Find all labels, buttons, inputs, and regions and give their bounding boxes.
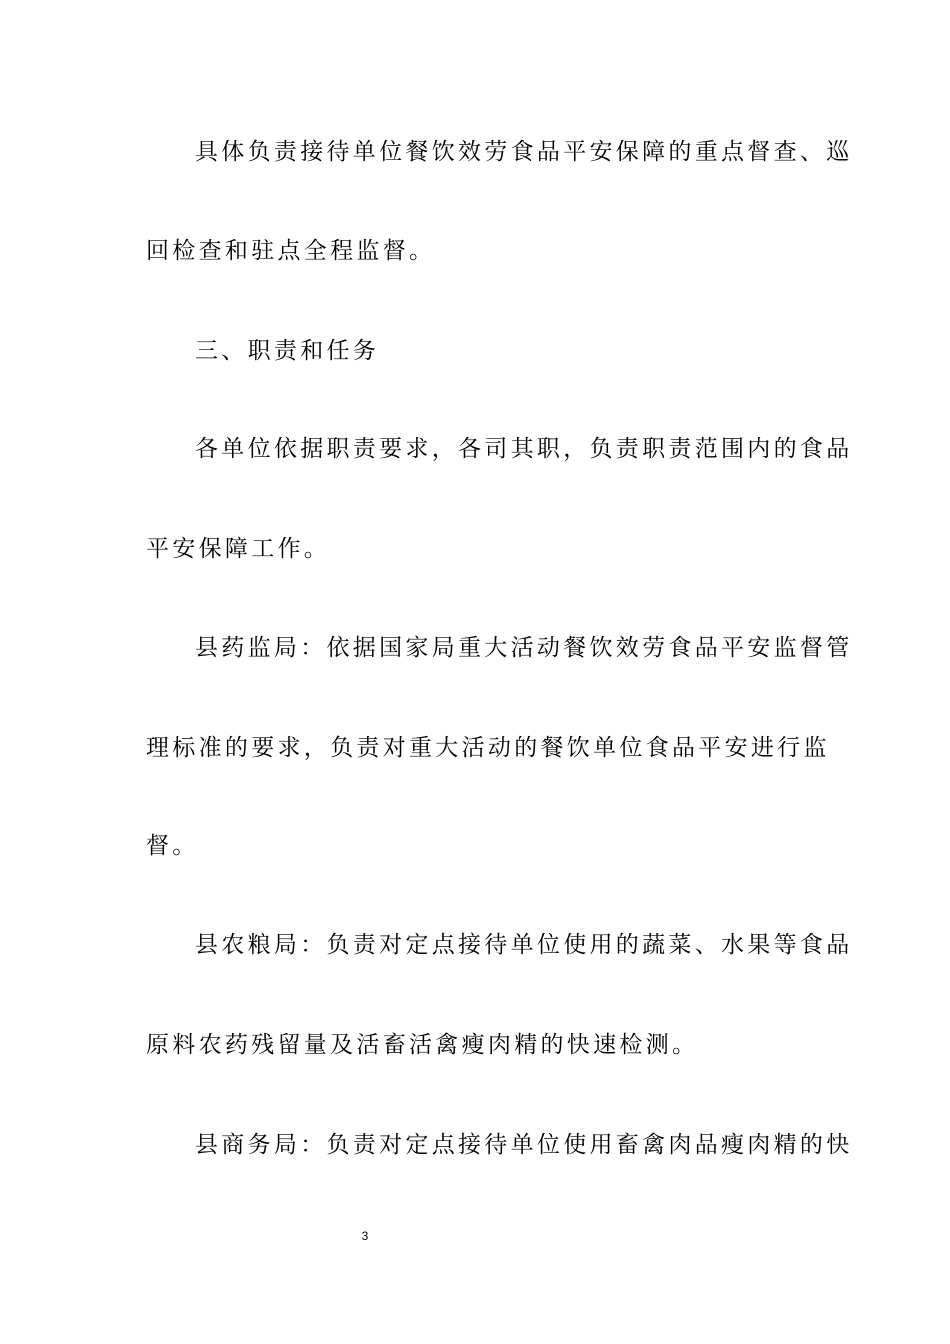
paragraph-line: 督。 bbox=[146, 833, 199, 859]
paragraph-line: 各单位依据职责要求，各司其职，负责职责范围内的食品 bbox=[195, 436, 853, 462]
paragraph-line: 县药监局：依据国家局重大活动餐饮效劳食品平安监督管 bbox=[195, 635, 853, 661]
paragraph-line: 具体负责接待单位餐饮效劳食品平安保障的重点督查、巡 bbox=[195, 139, 853, 165]
paragraph-line: 县农粮局：负责对定点接待单位使用的蔬菜、水果等食品 bbox=[195, 932, 853, 958]
paragraph-line: 原料农药残留量及活畜活禽瘦肉精的快速检测。 bbox=[146, 1032, 699, 1058]
section-heading: 三、职责和任务 bbox=[195, 338, 380, 364]
page-number: 3 bbox=[361, 1229, 369, 1243]
paragraph-line: 回检查和驻点全程监督。 bbox=[146, 238, 436, 264]
paragraph-line: 平安保障工作。 bbox=[146, 536, 331, 562]
paragraph-line: 理标准的要求，负责对重大活动的餐饮单位食品平安进行监 bbox=[146, 735, 830, 761]
paragraph-line: 县商务局：负责对定点接待单位使用畜禽肉品瘦肉精的快 bbox=[195, 1132, 853, 1158]
